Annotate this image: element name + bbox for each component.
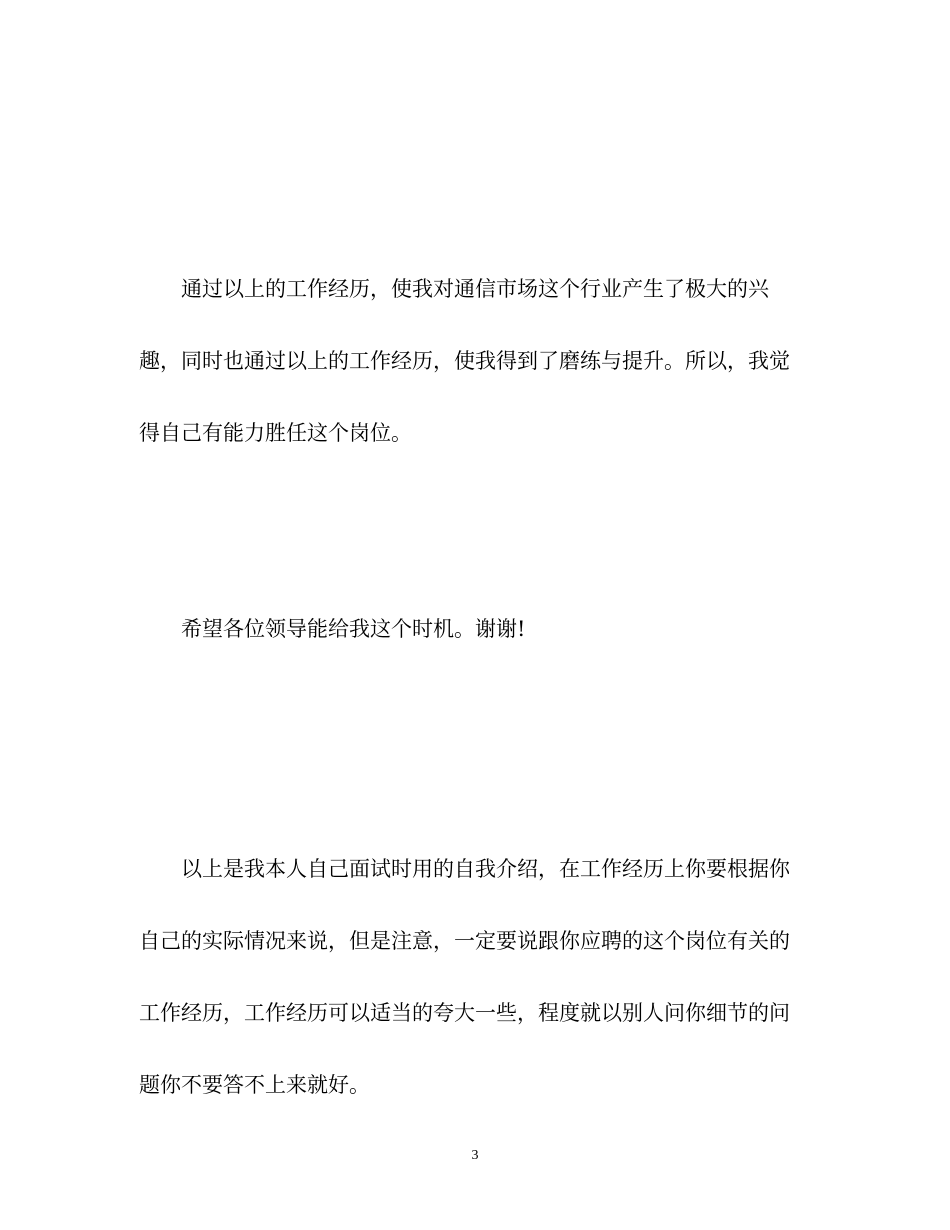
paragraph-thanks [139, 593, 819, 665]
paragraph-line: 通过以上的工作经历，使我对通信市场这个行业产生了极大的兴 [181, 277, 769, 301]
paragraph-line: 得自己有能力胜任这个岗位。 [139, 421, 412, 445]
paragraph-advice [139, 833, 819, 1121]
paragraph-work-experience [139, 253, 819, 469]
paragraph-line: 题你不要答不上来就好。 [139, 1073, 370, 1097]
paragraph-line: 以上是我本人自己面试时用的自我介绍，在工作经历上你要根据你 [181, 857, 790, 881]
paragraph-line: 希望各位领导能给我这个时机。谢谢! [181, 617, 526, 641]
page-number: 3 [471, 1148, 479, 1163]
paragraph-line: 工作经历，工作经历可以适当的夸大一些，程度就以别人问你细节的问 [139, 1001, 790, 1025]
paragraph-line: 自己的实际情况来说，但是注意，一定要说跟你应聘的这个岗位有关的 [139, 929, 790, 953]
paragraph-line: 趣，同时也通过以上的工作经历，使我得到了磨练与提升。所以，我觉 [139, 349, 790, 373]
